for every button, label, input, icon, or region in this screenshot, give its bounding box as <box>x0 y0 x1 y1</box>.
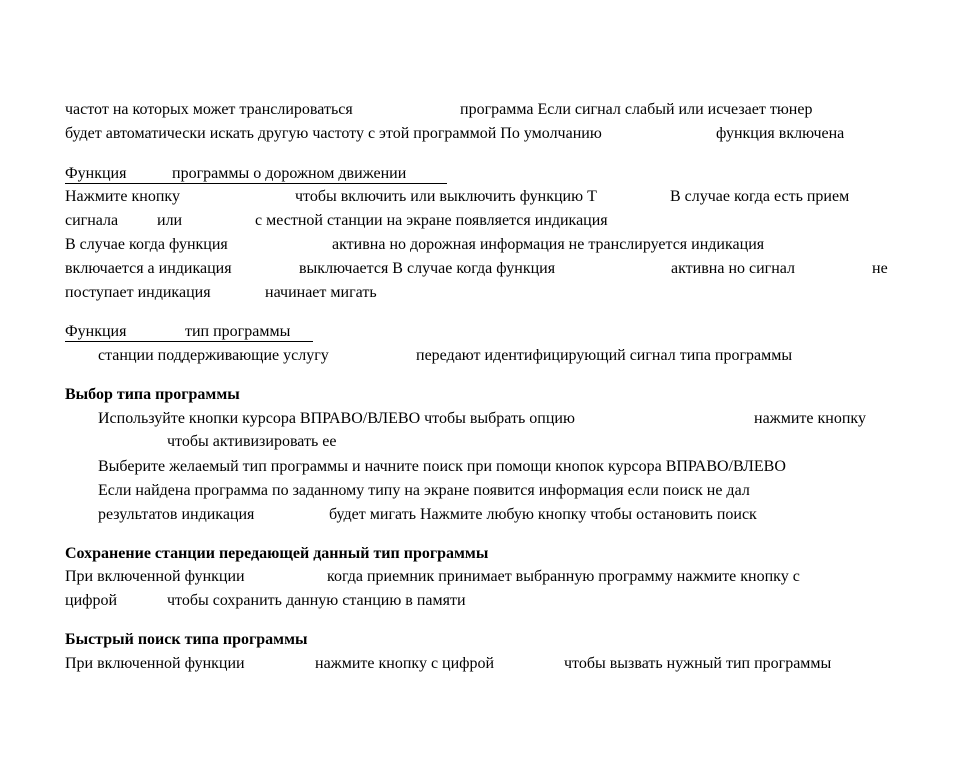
text-segment: начинает мигать <box>265 284 377 301</box>
text-segment: функция включена <box>716 125 845 142</box>
text-segment: включается а индикация <box>65 260 232 277</box>
text-segment: частот на которых может транслироваться <box>65 101 353 118</box>
section-heading <box>65 322 313 342</box>
section-heading <box>65 164 447 184</box>
text-segment: программа Если сигнал слабый или исчезает тюнер <box>460 101 813 118</box>
paragraph-line: Если найдена программа по заданному типу на экране появится информация если поиск не дал <box>98 482 750 499</box>
text-segment: будет автоматически искать другую частоту с этой программой По умолчанию <box>65 125 602 142</box>
heading-segment: Функция <box>65 165 127 182</box>
text-segment: или <box>157 212 183 229</box>
section-heading: Сохранение станции передающей данный тип программы <box>65 545 489 562</box>
text-segment: результатов индикация <box>98 506 255 523</box>
paragraph-line: чтобы активизировать ее <box>167 433 337 450</box>
text-segment: станции поддерживающие услугу <box>98 347 329 364</box>
text-segment: При включенной функции <box>65 568 245 585</box>
heading-segment: тип программы <box>185 323 291 340</box>
paragraph-line: Выберите желаемый тип программы и начните поиск при помощи кнопок курсора ВПРАВО/ВЛЕВО <box>98 458 786 475</box>
text-segment: не <box>872 260 888 277</box>
text-segment: Используйте кнопки курсора ВПРАВО/ВЛЕВО чтобы выбрать опцию <box>98 410 575 427</box>
text-segment: с местной станции на экране появляется индикация <box>255 212 608 229</box>
text-segment: цифрой <box>65 592 118 609</box>
text-segment: чтобы сохранить данную станцию в памяти <box>167 592 466 609</box>
text-segment: Нажмите кнопку <box>65 188 180 205</box>
text-segment: сигнала <box>65 212 119 229</box>
text-segment: В случае когда функция <box>65 236 228 253</box>
text-segment: В случае когда есть прием <box>670 188 850 205</box>
text-segment: чтобы вызвать нужный тип программы <box>564 655 832 672</box>
heading-segment: программы о дорожном движении <box>172 165 407 182</box>
text-segment: поступает индикация <box>65 284 211 301</box>
text-segment: когда приемник принимает выбранную программу нажмите кнопку с <box>327 568 800 585</box>
text-segment: активна но сигнал <box>671 260 796 277</box>
heading-segment: Функция <box>65 323 127 340</box>
text-segment: нажмите кнопку <box>754 410 866 427</box>
section-heading: Выбор типа программы <box>65 386 240 403</box>
text-segment: выключается В случае когда функция <box>299 260 556 277</box>
text-segment: передают идентифицирующий сигнал типа программы <box>416 347 793 364</box>
section-heading: Быстрый поиск типа программы <box>65 631 308 648</box>
text-segment: активна но дорожная информация не транслируется индикация <box>332 236 765 253</box>
text-segment: нажмите кнопку с цифрой <box>315 655 495 672</box>
text-segment: При включенной функции <box>65 655 245 672</box>
text-segment: будет мигать Нажмите любую кнопку чтобы остановить поиск <box>329 506 757 523</box>
text-segment: чтобы включить или выключить функцию T <box>295 188 597 205</box>
